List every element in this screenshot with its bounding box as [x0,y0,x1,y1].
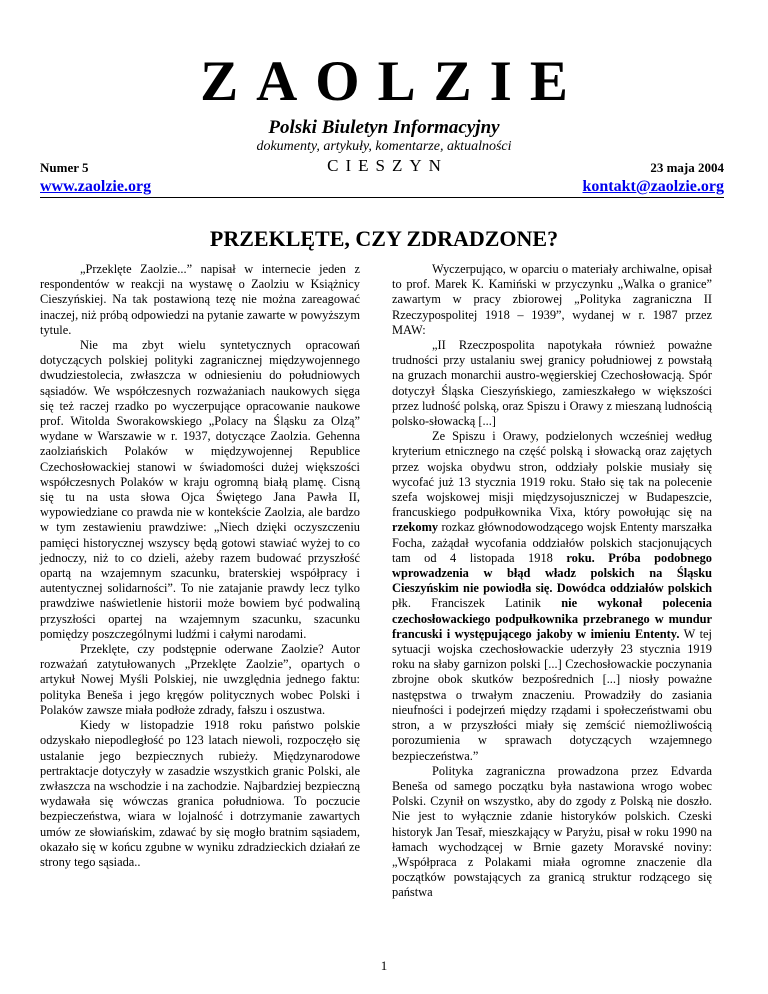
masthead-subtitle: Polski Biuletyn Informacyjny [268,117,500,138]
bold-text-run: rzekomy [392,520,439,535]
page-number: 1 [380,958,388,973]
article-headline: PRZEKLĘTE, CZY ZDRADZONE? [209,226,559,251]
issue-number: Numer 5 [40,160,89,175]
header-divider [40,197,724,198]
article-column-left [40,262,360,870]
bold-text-run: roku. Próba podobnego wprowadzenia w błąd władz polskich na Śląsku Cieszyńskim nie powiodła się. Dowódca oddziałów polskich [392,550,712,596]
article-quote-paragraph [392,429,712,763]
bold-text-run: nie wykonał polecenia czechosłowackiego podpułkownika przebranego w mundur francuski i występującego jakoby w imieniu Ententy. [392,596,712,641]
issue-date: 23 maja 2004 [650,160,724,175]
article-paragraph: „Przeklęte Zaolzie...” napisał w internecie jeden z respondentów w reakcji na wystawę o Zaolziu w Książnicy Cieszyńskiej. Na tak postawioną tezę nie można zareagować inaczej, niż próbą odpowiedzi na pytanie zawarte w powyższym tytule. [40,262,360,337]
article-paragraph: Przeklęte, czy podstępnie oderwane Zaolzie? Autor rozważań zatytułowanych „Przeklęte Zaolzie”, opartych o artykuł Nowej Myśli Polskiej, nie uwzględnia jednego faktu: polityka Beneša i jego kręgów politycznych wobec Polski i Polaków zawsze miała podłoże zdrady, fałszu i oszustwa. [40,642,360,717]
text-run: W tej sytuacji wojska czechosłowackie uderzyły 23 stycznia 1919 roku na słaby garnizon polski [...] Czechosłowackie poczynania zbrojne obok skutków bezpośrednich [...] niosły poważne następstwa o trwałym znaczeniu. Prowadziły do zasiania nieufności i podejrzeń między rządami i społeczeństwami obu stron, a w przyszłości miały się zemścić niemożliwością porozumienia w sprawach dotyczących wzajemnego bezpieczeństwa.” [392,626,713,763]
article-paragraph: Polityka zagraniczna prowadzona przez Edvarda Beneša od samego początku była nastawiona wrogo wobec Polski. Czynił on wszystko, aby do zgody z Polską nie doszło. Nie jest to wyłącznie zdanie historyków polskich. Czeski historyk Jan Tesař, mieszkający w Paryżu, pisał w roku 1990 na łamach wychodzącej w Brnie gazety Moravské noviny: „Współpraca z Polakami miała ogromne znaczenie dla początków powstających za granicą struktur rodzącego się państwa [392,763,712,900]
masthead-title: ZAOLZIE [200,50,586,113]
article-paragraph: Wyczerpująco, w oparciu o materiały archiwalne, opisał to prof. Marek K. Kamiński w przyczynku „Walka o granice” zawartym w pracy zbiorowej „Polityka zagraniczna II Rzeczypospolitej 1918 – 1939”, wydanej w r. 1987 przez MAW: [392,262,712,337]
website-link[interactable]: www.zaolzie.org [40,178,152,195]
article-paragraph: Nie ma zbyt wielu syntetycznych opracowań dotyczących polskiej polityki zagranicznej międzywojennego dwudziestolecia, zwłaszcza w odniesieniu do południowych sąsiadów. We współczesnych rozważaniach naukowych sięga się też raczej rzadko po wyczerpujące opracowanie naukowe prof. Witolda Sworakowskiego „Polacy na Śląsku za Olzą” wydane w Warszawie w r. 1937, dotyczące Zaolzia. Gehenna zaolziańskich Polaków w międzywojennej Republice Czechosłowackiej stanowi w świadomości dużej większości współczesnych Polaków w kraju ogromną białą plamę. Cisną się tu na usta słowa Ojca Świętego Jana Pawła II, wypowiedziane co prawda nie w kontekście Zaolzia, ale bardzo w tym zestawieniu prawdziwe: „Niech dzięki oczyszczeniu pamięci historycznej wszyscy będą gotowi stawiać wyżej to co jednoczy, niż to co dzieli, ażeby razem budować przyszłość opartą na wzajemnym szacunku, braterskiej współpracy i autentycznej solidarności”. To nie zatajanie prawdy lecz tylko prawdziwe naświetlenie historii może bowiem być podwaliną przyszłości opartej na wzajemnym szacunku, szacunku pomiędzy poszczególnymi ludźmi i całymi narodami. [40,338,360,641]
email-link[interactable]: kontakt@zaolzie.org [582,178,724,195]
text-run: Ze Spiszu i Orawy, podzielonych wcześniej według kryterium etnicznego na część polską i słowacką oraz zajętych przez wojska obydwu stron, oddziały polskie musiały się wycofać już 13 stycznia 1919 roku. Stało się tak na polecenie szefa wojskowej misji międzysojuszniczej w Budapeszcie, francuskiego podpułkownika Vixa, który powołując się na [392,429,712,520]
masthead-city: CIESZYN [327,156,448,175]
article-paragraph: Kiedy w listopadzie 1918 roku państwo polskie odzyskało niepodległość po 123 latach niewoli, rozpoczęło się ustalanie jego bezpiecznych rubieży. Międzynarodowe pertraktacje dotyczyły w zasadzie wszystkich granic Polski, ale zwłaszcza na wschodzie i na zachodzie. Najbardziej bezpieczną wydawała się wówczas granica południowa. To poczucie bezpieczeństwa, wiara w lojalność i dotrzymanie zawartych umów ze słowiańskim, zdawać by się mogło bratnim sąsiadem, okazało się w końcu zgubne w wyniku zdradzieckich działań ze strony tego sąsiada.. [40,718,360,869]
article-quote-paragraph: „II Rzeczpospolita napotykała również poważne trudności przy ustalaniu swej granicy południowej z powstałą na gruzach monarchii austro-węgierskiej Czechosłowacją. Spór dotyczył Śląska Cieszyńskiego, zamieszkałego w większości przez ludność polską, oraz Spiszu i Orawy z mieszaną ludnością polsko-słowacką [...] [392,338,712,429]
masthead-tagline: dokumenty, artykuły, komentarze, aktualności [256,139,512,154]
article-column-right [392,262,712,901]
text-run: płk. Franciszek Latinik [392,596,562,611]
text-run: rozkaz głównodowodzącego wojsk Ententy marszałka Focha, zażądał wycofania oddziałów polskich stacjonujących tam od 4 listopada 1918 [392,520,712,565]
